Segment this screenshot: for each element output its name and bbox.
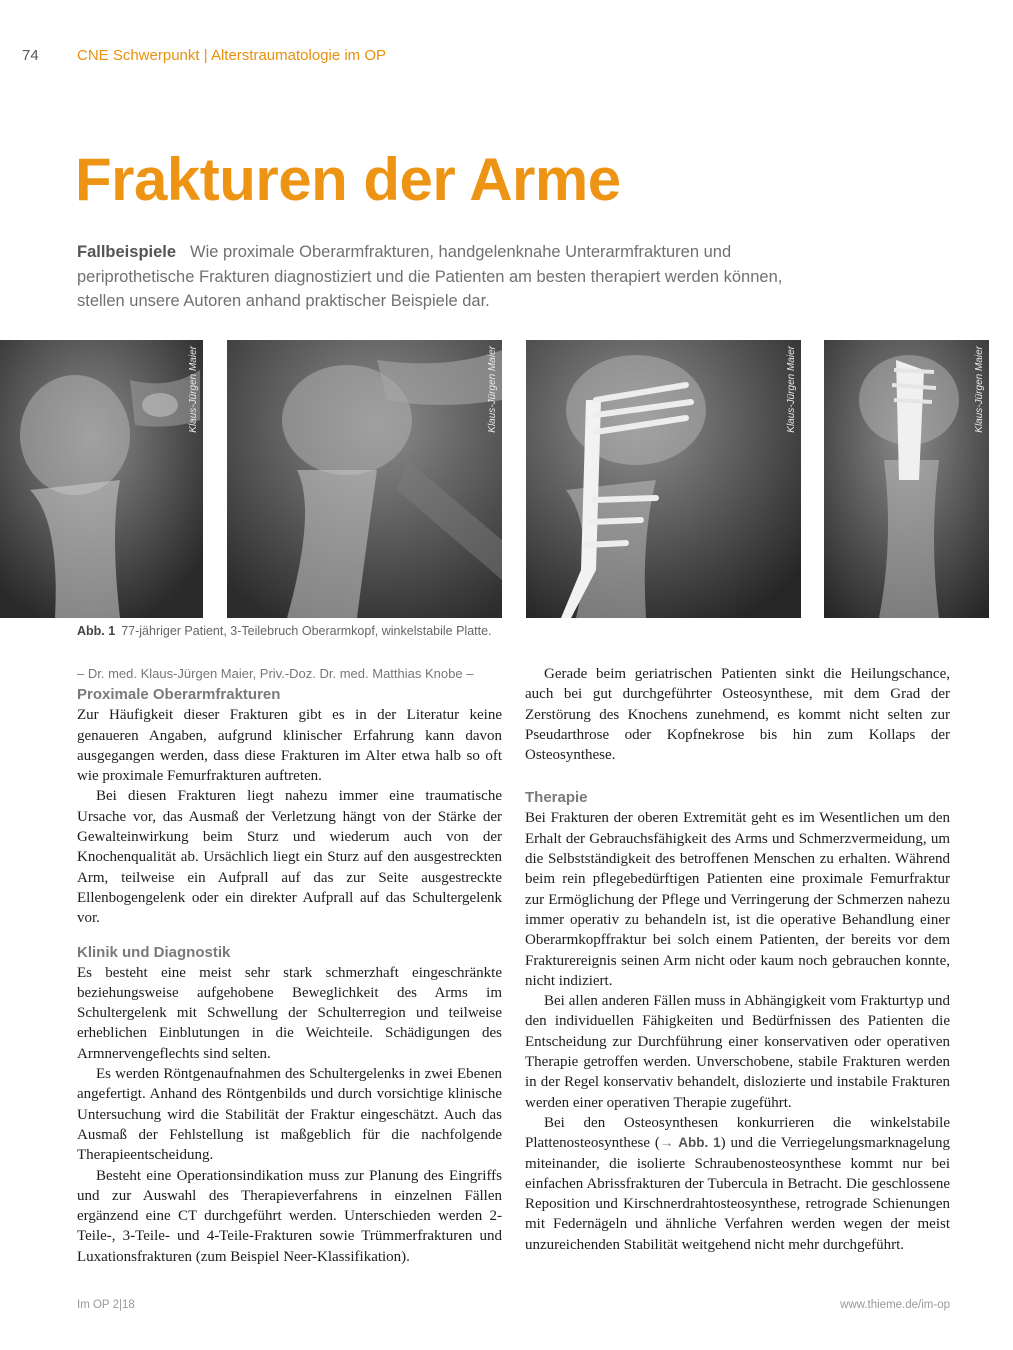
photo-credit-3: Klaus-Jürgen Maier xyxy=(786,346,797,433)
figure-reference-label: Abb. 1 xyxy=(678,1135,721,1151)
xray-image-3 xyxy=(526,340,801,618)
caption-text: 77-jähriger Patient, 3-Teilebruch Oberarmkopf, winkelstabile Platte. xyxy=(121,624,492,638)
intro-lead: Fallbeispiele xyxy=(77,243,177,261)
heading-proximale-oberarmfrakturen: Proximale Oberarmfrakturen xyxy=(77,686,281,704)
xray-image-1 xyxy=(0,340,203,618)
photo-credit-1: Klaus-Jürgen Maier xyxy=(188,346,199,433)
running-head: CNE Schwerpunkt | Alterstraumatologie im OP xyxy=(77,47,387,64)
photo-credit-2: Klaus-Jürgen Maier xyxy=(487,346,498,433)
xray-figure xyxy=(0,340,1013,618)
xray-image-4 xyxy=(824,340,989,618)
left-column xyxy=(77,664,502,1267)
figure-caption xyxy=(77,624,492,638)
footer-issue: Im OP 2|18 xyxy=(77,1299,135,1311)
right-column xyxy=(525,664,950,1255)
paragraph xyxy=(525,1113,950,1255)
paragraph: Besteht eine Operationsindikation muss zur Planung des Eingriffs und zur Auswahl des Therapieverfahrens in einzelnen Fällen ergänzend eine CT durchgeführt werden. Unterschieden werden 2-Teile-, 3-Teile- und 4-Teile-Frakturen sowie Trümmerfrakturen und Luxationsfrakturen (zum Beispiel Neer-Klassifikation). xyxy=(77,1167,502,1265)
paragraph-text: ) und die Verriegelungsmarknagelung miteinander, die isolierte Schraubenosteosynthese kommt nur bei einfachen Abrissfrakturen der Tubercula in Betracht. Die geschlossene Reposition und Kirschnerdrahtosteosynthese, retrograde Schienungen mit Federnägeln und ähnliche Verfahren werden wegen der meist unzureichenden Stabilität weitgehend nicht mehr durchgeführt. xyxy=(525,1135,950,1253)
figure-reference-link[interactable] xyxy=(660,1135,721,1150)
paragraph: Zur Häufigkeit dieser Frakturen gibt es in der Literatur keine genaueren Angaben, aufgrund klinischer Erfahrung kann davon ausgegangen werden, dass diese Frakturen im Alter etwa halb so oft wie proximale Femurfrakturen auftreten. xyxy=(77,707,502,785)
authors: – Dr. med. Klaus-Jürgen Maier, Priv.-Doz. Dr. med. Matthias Knobe – xyxy=(77,666,474,681)
paragraph: Gerade beim geriatrischen Patienten sinkt die Heilungschance, auch bei gut durchgeführter Osteosynthese, mit dem Grad der Zerstörung des Knochens zunehmend, es kommt nicht selten zur Pseudarthrose oder Kopfnekrose bis hin zum Kollaps der Osteosynthese. xyxy=(525,666,950,764)
page-number: 74 xyxy=(22,47,39,64)
photo-credit-4: Klaus-Jürgen Maier xyxy=(974,346,985,433)
xray-image-2 xyxy=(227,340,502,618)
paragraph: Es besteht eine meist sehr stark schmerzhaft eingeschränkte beziehungsweise aufgehobene Beweglichkeit des Arms im Schultergelenk mit Schwellung der Schulterregion und teilweise erheblichen Einblutungen in die Weichteile. Schädigungen des Armnervengeflechts sind selten. xyxy=(77,964,502,1062)
arrow-icon: → xyxy=(659,1135,674,1151)
paragraph: Bei diesen Frakturen liegt nahezu immer eine traumatische Ursache vor, das Ausmaß der Verletzung hängt von der Stärke der Gewalteinwirkung beim Sturz und wiederum auch von der Knochenqualität ab. Ursächlich liegt ein Sturz auf den ausgestreckten Arm, teilweise ein Aufprall auf das zur Seite ausgestreckte Ellenbogengelenk oder ein direkter Aufprall auf das Schultergelenk vor. xyxy=(77,788,502,927)
heading-therapie: Therapie xyxy=(525,789,588,807)
paragraph: Bei Frakturen der oberen Extremität geht es im Wesentlichen um den Erhalt der Gebrauchsfähigkeit des Arms und Schmerzvermeidung, um die Selbstständigkeit des betroffenen Menschen zu erhalten. Während beim rein pflegebedürftigen Patienten eine proximale Femurfraktur zur Ermöglichung der Pflege und Verringerung der Schmerzen nahezu immer operativ zu behandeln ist, ist die operative Behandlung einer Oberarmkopffraktur bei solch einem Patienten, der bereits vor dem Frakturereignis seinen Arm nicht oder kaum noch gebrauchen konnte, nicht indiziert. xyxy=(525,810,950,989)
article-title: Frakturen der Arme xyxy=(75,146,621,213)
caption-label: Abb. 1 xyxy=(77,624,116,638)
intro-text xyxy=(77,240,817,314)
paragraph: Bei allen anderen Fällen muss in Abhängigkeit vom Frakturtyp und den individuellen Fähigkeiten und Bedürfnissen des Patienten die Entscheidung zur Durchführung einer konservativen oder operativen Therapie getroffen werden. Unverschobene, stabile Frakturen werden in der Regel konservativ behandelt, dislozierte und instabile Frakturen werden einer operativen Therapie zugeführt. xyxy=(525,993,950,1111)
heading-klinik-und-diagnostik: Klinik und Diagnostik xyxy=(77,943,231,961)
footer-url[interactable]: www.thieme.de/im-op xyxy=(840,1299,950,1311)
paragraph: Es werden Röntgenaufnahmen des Schultergelenks in zwei Ebenen angefertigt. Anhand des Röntgenbilds und durch vorsichtige klinische Untersuchung wird die Stabilität der Fraktur eingeschätzt. Auch das Ausmaß der Fehlstellung ist maßgeblich für die nachfolgende Therapieentscheidung. xyxy=(77,1066,502,1164)
paragraph-text: Bei den Osteosynthesen konkurrieren die winkelstabile Plattenosteosynthese ( xyxy=(525,1114,950,1152)
intro-body: Wie proximale Oberarmfrakturen, handgelenknahe Unterarmfrakturen und periprothetische Frakturen diagnostiziert und die Patienten am besten therapiert werden können, stellen unsere Autoren anhand praktischer Beispiele dar. xyxy=(77,243,783,310)
